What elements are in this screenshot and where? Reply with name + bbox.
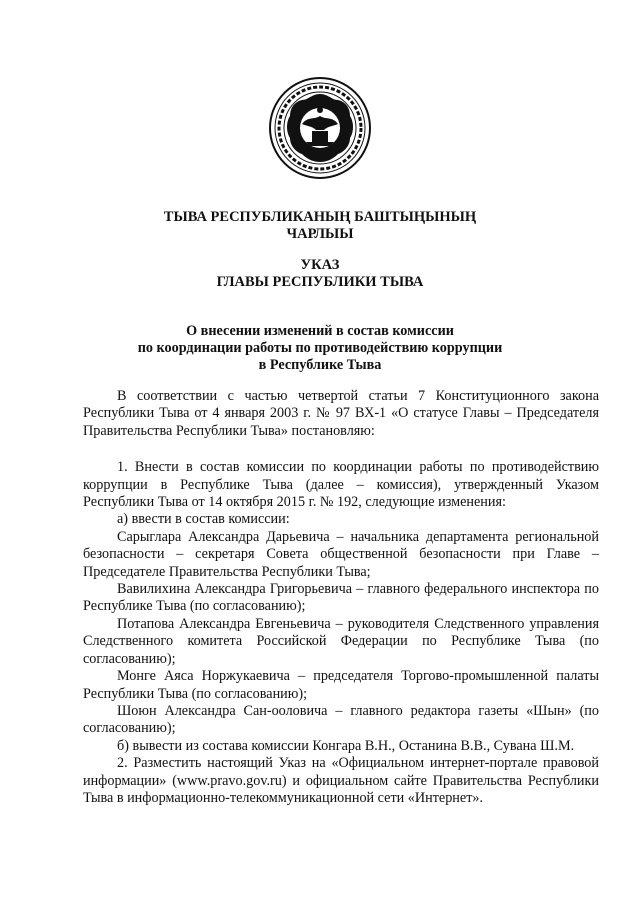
member-4-line-2: Республики Тыва (по согласованию);: [83, 685, 308, 702]
member-5-line-2: согласованию);: [83, 720, 176, 737]
intro-line-1: В соответствии с частью четвертой статьи 7 Конституционного закона: [117, 388, 599, 404]
subitem-a: а) ввести в состав комиссии:: [117, 511, 290, 528]
coat-of-arms-icon: [268, 76, 372, 180]
decree-body: [83, 388, 599, 807]
intro-line-3: Правительства Республики Тыва» постановляю:: [83, 422, 375, 439]
member-1-line-3: Председателе Правительства Республики Тыва;: [83, 563, 371, 580]
member-3-line-2: Следственного комитета Российской Федерации по Республике Тыва (по: [83, 633, 599, 650]
decree-title-line-1: О внесении изменений в состав комиссии: [186, 323, 454, 339]
item-1-line-2: коррупции в Республике Тыва (далее – комиссия), утвержденный Указом: [83, 476, 599, 493]
item-1-line-3: Республики Тыва от 14 октября 2015 г. № 192, следующие изменения:: [83, 494, 506, 511]
russian-heading: [0, 257, 640, 291]
ukaz-label: УКАЗ: [300, 257, 340, 273]
member-4-line-1: Монге Аяса Норжукаевича – председателя Торгово-промышленной палаты: [117, 668, 599, 685]
item-2-line-2: информации» (www.pravo.gov.ru) и официальном сайте Правительства Республики: [83, 772, 599, 789]
item-2-line-1: 2. Разместить настоящий Указ на «Официальном интернет-портале правовой: [117, 755, 599, 772]
decree-title: [0, 323, 640, 374]
member-1-line-1: Сарыглара Александра Дарьевича – начальника департамента региональной: [117, 528, 599, 545]
member-3-line-3: согласованию);: [83, 650, 176, 667]
member-3-line-1: Потапова Александра Евгеньевича – руководителя Следственного управления: [117, 615, 599, 632]
member-5-line-1: Шоюн Александра Сан-ооловича – главного редактора газеты «Шын» (по: [117, 702, 599, 719]
member-2-line-1: Вавилихина Александра Григорьевича – главного федерального инспектора по: [117, 581, 599, 598]
member-2-line-2: Республике Тыва (по согласованию);: [83, 598, 306, 615]
decree-title-line-2: по координации работы по противодействию коррупции: [137, 340, 503, 356]
intro-paragraph: [83, 388, 599, 405]
item-2-line-3: Тыва в информационно-телекоммуникационной сети «Интернет».: [83, 789, 484, 806]
tuvan-heading: [0, 209, 640, 243]
head-of-republic-label: ГЛАВЫ РЕСПУБЛИКИ ТЫВА: [216, 274, 424, 290]
item-1-line-1: 1. Внести в состав комиссии по координации работы по противодействию: [117, 459, 599, 476]
member-1-line-2: безопасности – секретаря Совета общественной безопасности при Главе –: [83, 546, 599, 563]
decree-title-line-3: в Республике Тыва: [258, 357, 382, 373]
tuvan-heading-line-2: ЧАРЛЫЫ: [286, 226, 354, 242]
item-1-paragraph: [83, 459, 599, 476]
subitem-b: б) вывести из состава комиссии Конгара В.Н., Останина В.В., Сувана Ш.М.: [117, 737, 575, 754]
tuvan-heading-line-1: ТЫВА РЕСПУБЛИКАНЫҢ БАШТЫҢЫНЫҢ: [163, 209, 477, 225]
intro-line-2: Республики Тыва от 4 января 2003 г. № 97 ВХ-1 «О статусе Главы – Председателя: [83, 405, 599, 422]
